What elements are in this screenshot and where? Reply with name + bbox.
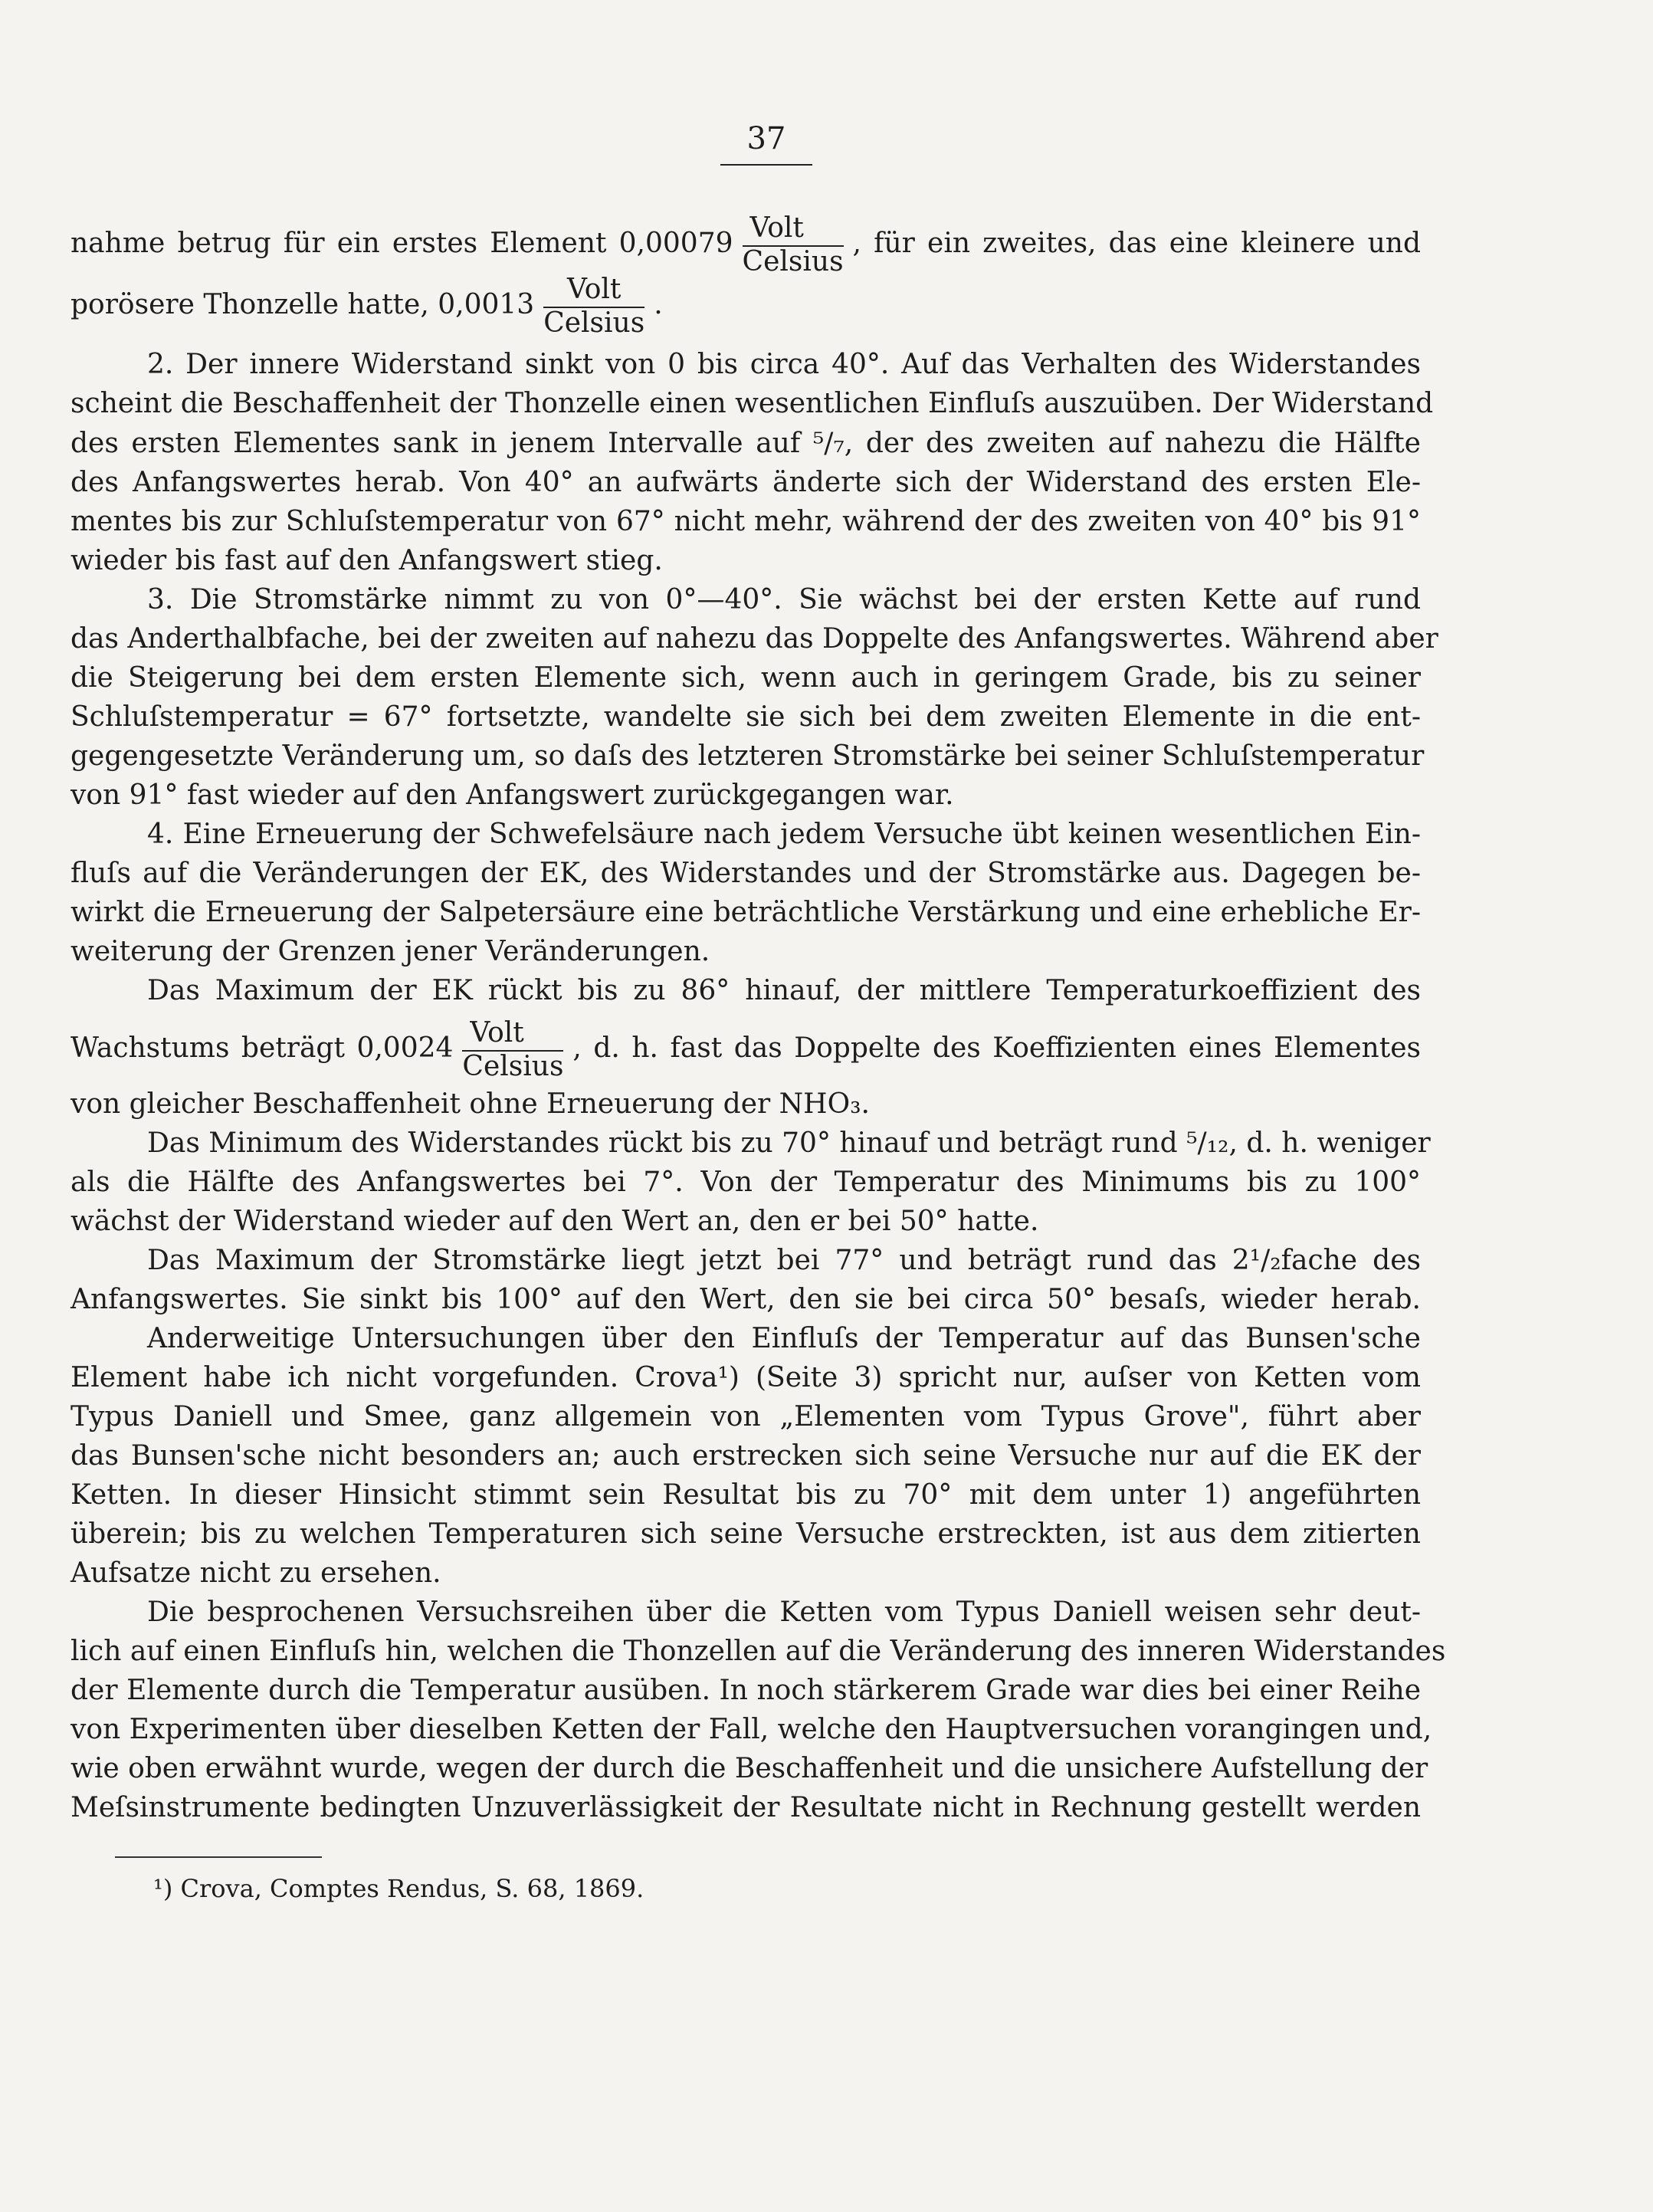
text-line-1: nahme betrug für ein erstes Element 0,00079 $\frac{\text{Volt}}{\text{Celsius}}$ , für ein zweites, das eine kleinere und xyxy=(71,212,1421,277)
text-line-2: porösere Thonzelle hatte, 0,0013 $\frac{\text{Volt}}{\text{Celsius}}$ . xyxy=(71,274,663,339)
text-line: Die besprochenen Versuchsreihen über die Ketten vom Typus Daniell weisen sehr deut- xyxy=(147,1597,1421,1628)
text-line: Typus Daniell und Smee, ganz allgemein von „Elementen vom Typus Grove", führt aber xyxy=(71,1401,1421,1433)
text-line: von 91° fast wieder auf den Anfangswert zurückgegangen war. xyxy=(71,779,954,811)
text-line: der Elemente durch die Temperatur ausüben. In noch stärkerem Grade war dies bei einer Reihe xyxy=(71,1675,1421,1706)
text-line: scheint die Beschaffenheit der Thonzelle einen wesentlichen Einfluſs auszuüben. Der Widerstand xyxy=(71,388,1434,419)
text-line: gegengesetzte Veränderung um, so daſs des letzteren Stromstärke bei seiner Schluſstemperatur xyxy=(71,740,1425,772)
text-line: 2. Der innere Widerstand sinkt von 0 bis circa 40°. Auf das Verhalten des Widerstandes xyxy=(147,349,1421,380)
fraction-volt-celsius: $\frac{\text{Volt}}{\text{Celsius}}$ xyxy=(462,1017,564,1082)
fraction-volt-celsius: $\frac{\text{Volt}}{\text{Celsius}}$ xyxy=(742,212,844,277)
text-line: das Anderthalbfache, bei der zweiten auf nahezu das Doppelte des Anfangswertes. Während aber xyxy=(71,623,1438,655)
text-line: des ersten Elementes sank in jenem Intervalle auf ⁵/₇, der des zweiten auf nahezu die Hälfte xyxy=(71,428,1421,459)
text-line: das Bunsen'sche nicht besonders an; auch erstrecken sich seine Versuche nur auf die EK der xyxy=(71,1440,1421,1472)
text-line: als die Hälfte des Anfangswertes bei 7°. Von der Temperatur des Minimums bis zu 100° xyxy=(71,1167,1421,1198)
text-line: 4. Eine Erneuerung der Schwefelsäure nach jedem Versuche übt keinen wesentlichen Ein- xyxy=(147,819,1421,850)
text-line: Anderweitige Untersuchungen über den Einfluſs der Temperatur auf das Bunsen'sche xyxy=(147,1323,1421,1354)
text-line: lich auf einen Einfluſs hin, welchen die Thonzellen auf die Veränderung des inneren Widerstandes xyxy=(71,1636,1446,1667)
text-line: Element habe ich nicht vorgefunden. Crova¹) (Seite 3) spricht nur, auſser von Ketten vom xyxy=(71,1362,1421,1393)
text-line: von Experimenten über dieselben Ketten der Fall, welche den Hauptversuchen vorangingen und, xyxy=(71,1714,1432,1745)
text-line: wie oben erwähnt wurde, wegen der durch die Beschaffenheit und die unsichere Aufstellung der xyxy=(71,1753,1428,1784)
text-line-formula: Wachstums beträgt 0,0024 $\frac{\text{Volt}}{\text{Celsius}}$ , d. h. fast das Doppelte des Koeffizienten eines Elementes xyxy=(71,1017,1421,1082)
text-line: wieder bis fast auf den Anfangswert stieg. xyxy=(71,545,663,576)
text-line: weiterung der Grenzen jener Veränderungen. xyxy=(71,936,710,967)
text-line: Anfangswertes. Sie sinkt bis 100° auf den Wert, den sie bei circa 50° besaſs, wieder herab. xyxy=(71,1284,1421,1315)
text-line: mentes bis zur Schluſstemperatur von 67° nicht mehr, während der des zweiten von 40° bis 91° xyxy=(71,506,1421,537)
text-line: Das Maximum der EK rückt bis zu 86° hinauf, der mittlere Temperaturkoeffizient des xyxy=(147,975,1421,1006)
text-line: Meſsinstrumente bedingten Unzuverlässigkeit der Resultate nicht in Rechnung gestellt werden xyxy=(71,1792,1421,1823)
text-line: Ketten. In dieser Hinsicht stimmt sein Resultat bis zu 70° mit dem unter 1) angeführten xyxy=(71,1479,1421,1511)
text-line: wirkt die Erneuerung der Salpetersäure eine beträchtliche Verstärkung und eine erhebliche Er- xyxy=(71,897,1421,928)
text-line: Schluſstemperatur = 67° fortsetzte, wandelte sie sich bei dem zweiten Elemente in die ent- xyxy=(71,701,1421,733)
text-line: Aufsatze nicht zu ersehen. xyxy=(71,1557,441,1589)
text-line: überein; bis zu welchen Temperaturen sich seine Versuche erstreckten, ist aus dem zitierten xyxy=(71,1518,1421,1550)
fraction-volt-celsius: $\frac{\text{Volt}}{\text{Celsius}}$ xyxy=(543,274,645,339)
text-line: wächst der Widerstand wieder auf den Wert an, den er bei 50° hatte. xyxy=(71,1206,1039,1237)
text-line: von gleicher Beschaffenheit ohne Erneuerung der NHO₃. xyxy=(71,1088,870,1120)
text-line: Das Minimum des Widerstandes rückt bis zu 70° hinauf und beträgt rund ⁵/₁₂, d. h. weniger xyxy=(147,1127,1431,1159)
text-line: die Steigerung bei dem ersten Elemente sich, wenn auch in geringem Grade, bis zu seiner xyxy=(71,662,1421,694)
text-line: Das Maximum der Stromstärke liegt jetzt bei 77° und beträgt rund das 2¹/₂fache des xyxy=(147,1245,1421,1276)
footnote-rule xyxy=(115,1856,322,1858)
text-line: 3. Die Stromstärke nimmt zu von 0°—40°. Sie wächst bei der ersten Kette auf rund xyxy=(147,584,1421,615)
footnote: ¹) Crova, Comptes Rendus, S. 68, 1869. xyxy=(153,1874,644,1903)
page-number: 37 xyxy=(720,121,812,166)
text-line: des Anfangswertes herab. Von 40° an aufwärts änderte sich der Widerstand des ersten Ele- xyxy=(71,467,1421,498)
text-line: fluſs auf die Veränderungen der EK, des Widerstandes und der Stromstärke aus. Dagegen be- xyxy=(71,858,1421,889)
